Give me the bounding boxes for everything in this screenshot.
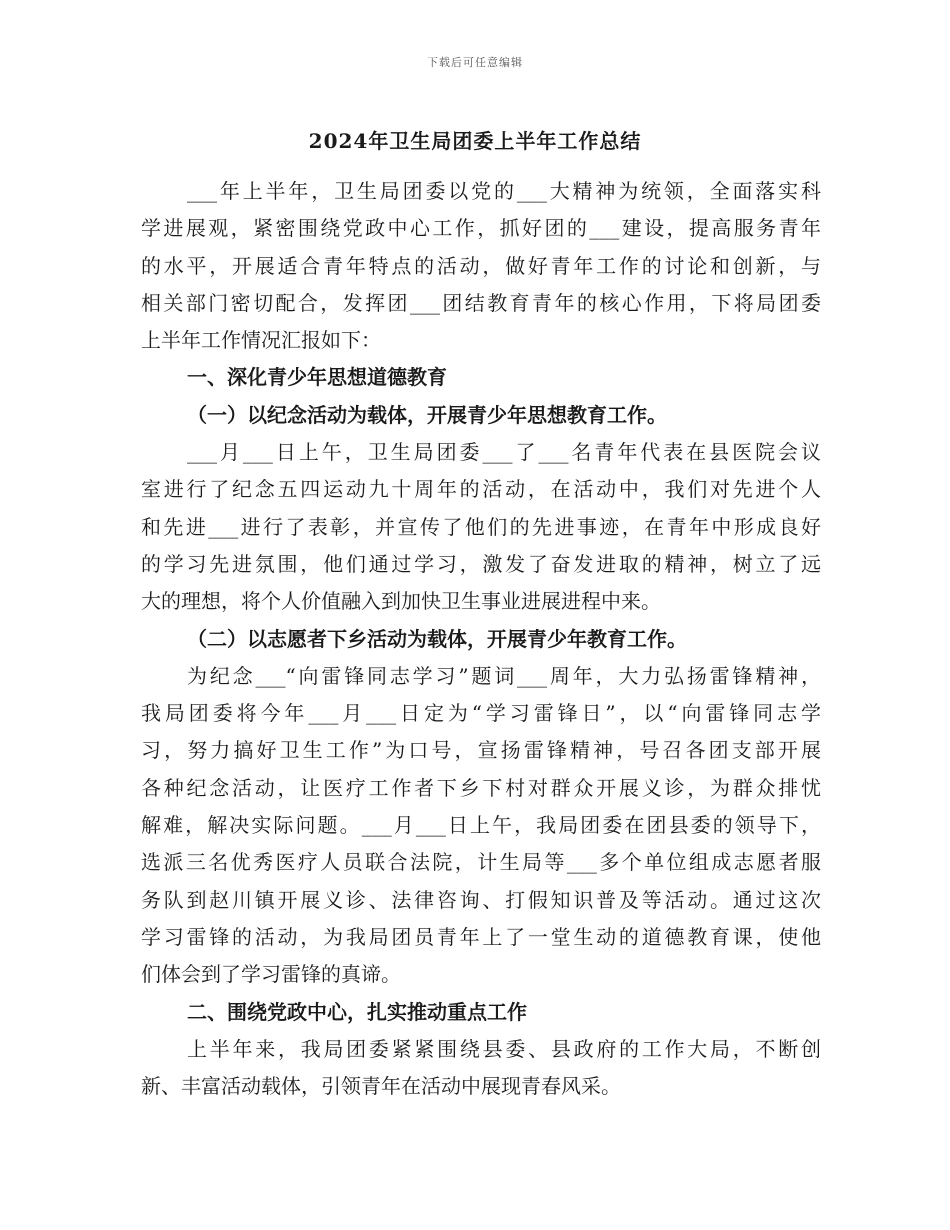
- paragraph-line: 上半年来，我局团委紧紧围绕县委、县政府的工作大局，不断创: [187, 1036, 821, 1061]
- paragraph-line: 习，努力搞好卫生工作”为口号，宣扬雷锋精神，号召各团支部开展: [141, 738, 821, 763]
- section-heading: （一）以纪念活动为载体，开展青少年思想教育工作。: [187, 402, 667, 427]
- page-header-note: 下载后可任意编辑: [427, 56, 523, 69]
- paragraph-line: 我局团委将今年___月___日定为“学习雷锋日”，以“向雷锋同志学: [141, 701, 821, 726]
- paragraph-line: 的学习先进氛围，他们通过学习，激发了奋发进取的精神，树立了远: [141, 551, 821, 576]
- paragraph-line: 新、丰富活动载体，引领青年在活动中展现青春风采。: [141, 1074, 621, 1099]
- paragraph-line: 选派三名优秀医疗人员联合法院，计生局等___多个单位组成志愿者服: [141, 850, 821, 875]
- paragraph-line: 为纪念___“向雷锋同志学习”题词___周年，大力弘扬雷锋精神，: [187, 663, 821, 688]
- paragraph-line: ___年上半年，卫生局团委以党的___大精神为统领，全面落实科: [187, 179, 821, 203]
- paragraph-line: 学进展观，紧密围绕党政中心工作，抓好团的___建设，提高服务青年: [141, 216, 821, 241]
- paragraph-line: 相关部门密切配合，发挥团___团结教育青年的核心作用，下将局团委: [141, 290, 821, 315]
- paragraph-line: ___月___日上午，卫生局团委___了___名青年代表在县医院会议: [187, 440, 821, 465]
- paragraph-line: 的水平，开展适合青年特点的活动，做好青年工作的讨论和创新，与: [141, 253, 821, 278]
- section-heading: 一、深化青少年思想道德教育: [187, 365, 447, 390]
- section-heading: 二、围绕党政中心，扎实推动重点工作: [187, 999, 527, 1024]
- paragraph-line: 各种纪念活动，让医疗工作者下乡下村对群众开展义诊，为群众排忧: [141, 775, 821, 800]
- paragraph-line: 务队到赵川镇开展义诊、法律咨询、打假知识普及等活动。通过这次: [141, 887, 821, 912]
- paragraph-line: 解难，解决实际问题。___月___日上午，我局团委在团县委的领导下，: [141, 813, 821, 838]
- paragraph-line: 和先进___进行了表彰，并宣传了他们的先进事迹，在青年中形成良好: [141, 514, 821, 539]
- paragraph-line: 们体会到了学习雷锋的真谛。: [141, 962, 401, 987]
- paragraph-line: 大的理想，将个人价值融入到加快卫生事业进展进程中来。: [141, 589, 661, 614]
- document-body: [141, 173, 821, 1105]
- paragraph-line: 上半年工作情况汇报如下：: [141, 328, 381, 353]
- paragraph-line: 学习雷锋的活动，为我局团员青年上了一堂生动的道德教育课，使他: [141, 924, 821, 949]
- paragraph-line: 室进行了纪念五四运动九十周年的活动，在活动中，我们对先进个人: [141, 477, 821, 502]
- section-heading: （二）以志愿者下乡活动为载体，开展青少年教育工作。: [187, 626, 687, 651]
- document-title: 2024年卫生局团委上半年工作总结: [308, 129, 642, 153]
